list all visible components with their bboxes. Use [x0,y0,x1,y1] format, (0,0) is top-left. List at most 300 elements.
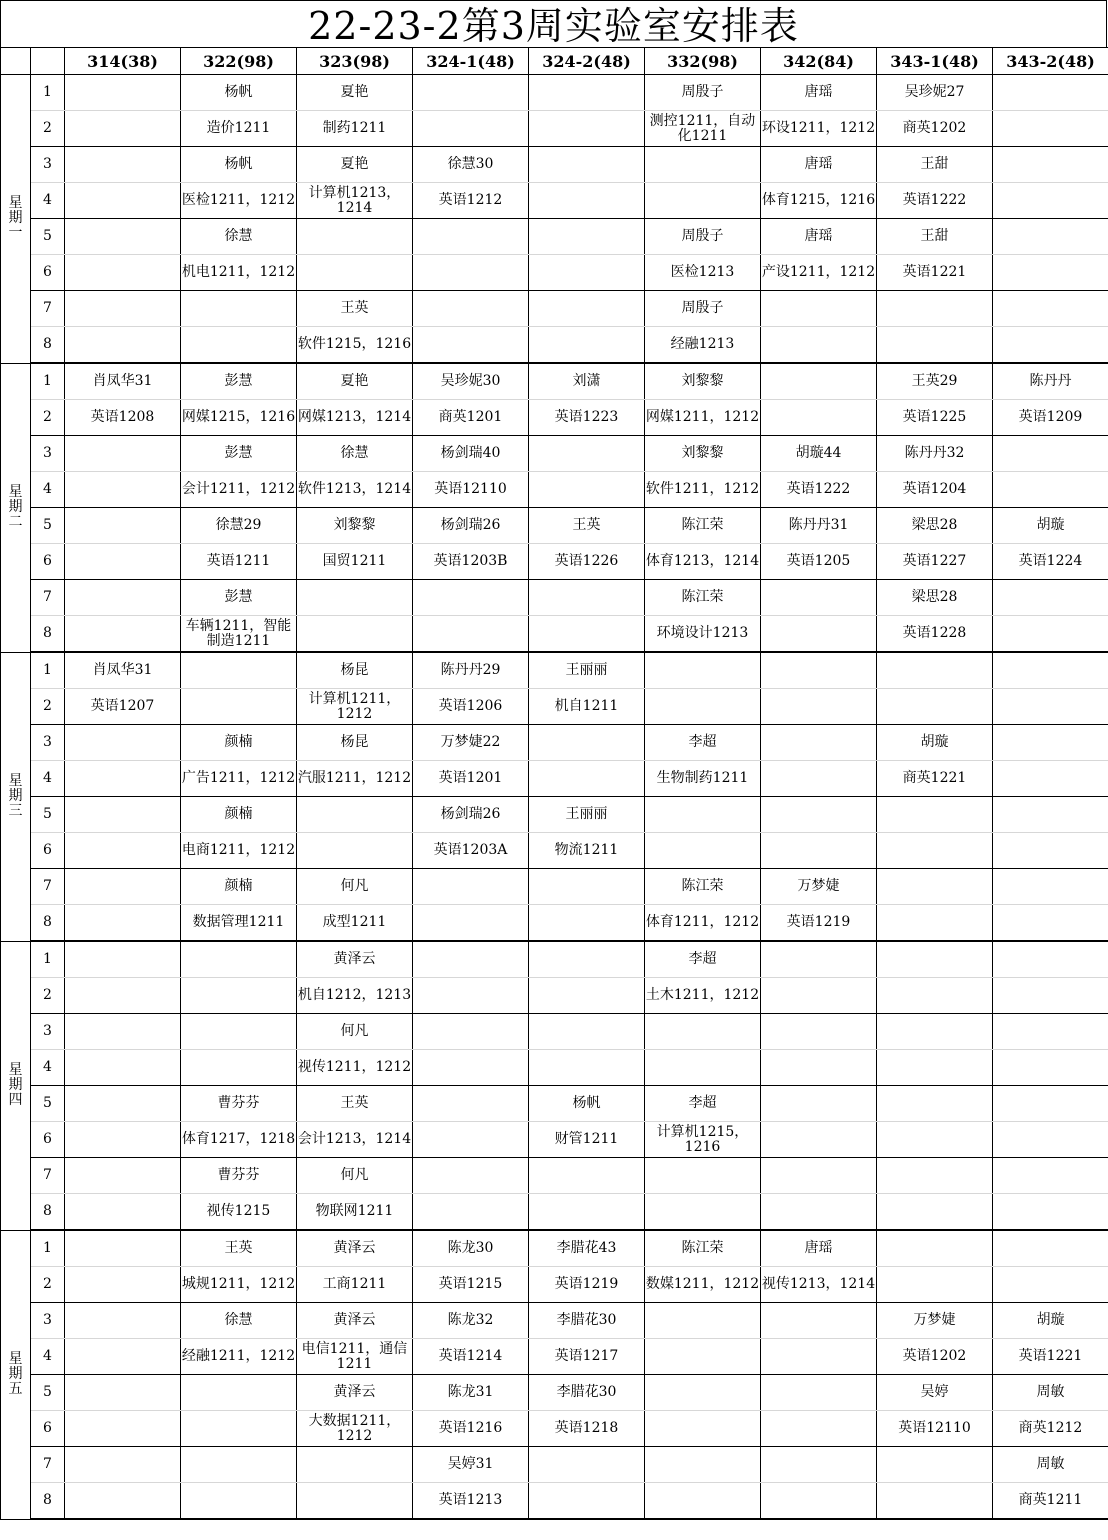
schedule-cell: 英语1201 [413,761,529,797]
schedule-cell: 陈丹丹31 [761,508,877,544]
schedule-cell: 陈龙31 [413,1375,529,1411]
schedule-cell [993,1122,1108,1158]
schedule-cell [761,291,877,327]
day-label [1,941,31,1230]
period-number: 2 [31,978,65,1014]
period-number: 4 [31,472,65,508]
schedule-cell [529,291,645,327]
schedule-cell: 吴婷31 [413,1447,529,1483]
schedule-cell: 王英 [529,508,645,544]
schedule-row [1,183,1108,219]
schedule-cell [761,1303,877,1339]
period-number: 8 [31,1483,65,1520]
period-number: 6 [31,833,65,869]
schedule-row [1,291,1108,327]
schedule-cell [413,1122,529,1158]
schedule-cell: 黄泽云 [297,1230,413,1267]
header-blank-cell [31,48,65,75]
schedule-cell: 陈江荣 [645,869,761,905]
schedule-cell [993,761,1108,797]
schedule-cell: 彭慧 [181,436,297,472]
schedule-row [1,1230,1108,1267]
day-label [1,363,31,652]
period-number: 7 [31,869,65,905]
schedule-row [1,472,1108,508]
schedule-cell [761,400,877,436]
schedule-cell: 英语1218 [529,1411,645,1447]
schedule-cell [877,1050,993,1086]
schedule-cell [761,833,877,869]
schedule-cell: 英语1224 [993,544,1108,580]
schedule-cell [761,1014,877,1050]
schedule-cell [993,941,1108,978]
schedule-cell [297,1483,413,1520]
schedule-cell: 商英1212 [993,1411,1108,1447]
schedule-cell: 徐慧29 [181,508,297,544]
schedule-cell: 王英 [297,1086,413,1122]
schedule-cell [413,1050,529,1086]
schedule-cell: 商英1202 [877,111,993,147]
schedule-cell [993,580,1108,616]
schedule-cell: 英语1209 [993,400,1108,436]
schedule-row [1,1158,1108,1194]
schedule-cell: 徐慧 [297,436,413,472]
period-number: 1 [31,652,65,689]
schedule-cell: 英语1219 [761,905,877,942]
schedule-cell: 曹芬芬 [181,1158,297,1194]
schedule-cell [993,689,1108,725]
schedule-cell: 计算机1213，1214 [297,183,413,219]
schedule-cell: 物联网1211 [297,1194,413,1231]
schedule-row [1,689,1108,725]
schedule-cell [645,1194,761,1231]
schedule-cell [297,255,413,291]
schedule-cell [761,689,877,725]
period-number: 7 [31,1447,65,1483]
schedule-cell [761,616,877,653]
schedule-cell: 梁思28 [877,580,993,616]
schedule-cell [645,1483,761,1520]
schedule-cell: 胡璇 [877,725,993,761]
schedule-cell [761,327,877,364]
schedule-cell [65,1303,181,1339]
schedule-cell [877,1483,993,1520]
schedule-cell [413,1086,529,1122]
schedule-cell: 梁思28 [877,508,993,544]
schedule-cell [413,75,529,111]
schedule-cell: 英语1212 [413,183,529,219]
schedule-cell: 吴婷 [877,1375,993,1411]
period-number: 5 [31,797,65,833]
schedule-cell [65,1339,181,1375]
schedule-cell [65,797,181,833]
schedule-cell [993,1050,1108,1086]
schedule-cell [529,616,645,653]
schedule-cell: 徐慧30 [413,147,529,183]
schedule-cell [529,869,645,905]
schedule-cell: 网媒1215，1216 [181,400,297,436]
schedule-cell: 计算机1215，1216 [645,1122,761,1158]
schedule-cell [993,869,1108,905]
schedule-cell [877,1230,993,1267]
schedule-row [1,544,1108,580]
schedule-cell: 城规1211，1212 [181,1267,297,1303]
schedule-cell [645,797,761,833]
schedule-cell: 陈丹丹 [993,363,1108,400]
schedule-cell: 吴珍妮27 [877,75,993,111]
schedule-cell [877,689,993,725]
schedule-cell [413,255,529,291]
schedule-cell [65,183,181,219]
schedule-cell [877,941,993,978]
schedule-cell: 英语1221 [877,255,993,291]
schedule-cell [65,508,181,544]
schedule-cell [65,1122,181,1158]
schedule-cell [181,941,297,978]
schedule-cell: 造价1211 [181,111,297,147]
schedule-cell: 电信1211，通信1211 [297,1339,413,1375]
schedule-row [1,363,1108,400]
room-header: 342(84) [761,48,877,75]
schedule-cell: 肖凤华31 [65,363,181,400]
schedule-cell: 英语1203B [413,544,529,580]
schedule-cell [65,580,181,616]
schedule-cell: 软件1213，1214 [297,472,413,508]
schedule-cell: 测控1211，自动化1211 [645,111,761,147]
schedule-cell: 颜楠 [181,869,297,905]
schedule-cell [529,183,645,219]
day-label [1,75,31,364]
schedule-cell: 体育1211，1212 [645,905,761,942]
day-label-char: 一 [8,225,23,242]
period-number: 1 [31,941,65,978]
period-number: 3 [31,725,65,761]
schedule-cell [65,761,181,797]
schedule-cell [529,580,645,616]
schedule-cell [413,327,529,364]
period-number: 5 [31,508,65,544]
schedule-cell: 颜楠 [181,725,297,761]
room-header: 332(98) [645,48,761,75]
schedule-cell: 工商1211 [297,1267,413,1303]
schedule-cell [181,652,297,689]
schedule-cell [993,905,1108,942]
schedule-cell [181,978,297,1014]
schedule-cell: 黄泽云 [297,941,413,978]
schedule-cell: 周殷子 [645,75,761,111]
schedule-cell [761,1339,877,1375]
schedule-cell: 刘黎黎 [645,363,761,400]
schedule-cell [761,1194,877,1231]
schedule-row [1,761,1108,797]
day-label-char: 二 [8,514,23,530]
period-number: 6 [31,1411,65,1447]
schedule-cell: 英语12110 [413,472,529,508]
schedule-cell [529,219,645,255]
schedule-cell [529,1158,645,1194]
period-number: 6 [31,255,65,291]
schedule-cell: 陈丹丹29 [413,652,529,689]
schedule-cell: 英语1216 [413,1411,529,1447]
schedule-cell [645,1014,761,1050]
schedule-cell: 英语1213 [413,1483,529,1520]
schedule-cell [529,1194,645,1231]
schedule-row [1,1483,1108,1520]
schedule-cell: 彭慧 [181,363,297,400]
schedule-cell: 英语1222 [761,472,877,508]
schedule-cell: 杨帆 [181,75,297,111]
schedule-cell: 视传1211，1212 [297,1050,413,1086]
schedule-cell: 胡璇 [993,1303,1108,1339]
schedule-cell [761,941,877,978]
header-blank-cell [1,48,31,75]
room-header: 343-1(48) [877,48,993,75]
schedule-cell [529,978,645,1014]
schedule-cell: 周殷子 [645,219,761,255]
schedule-cell [413,616,529,653]
schedule-cell: 英语1228 [877,616,993,653]
period-number: 1 [31,1230,65,1267]
schedule-cell: 陈江荣 [645,508,761,544]
schedule-cell [413,978,529,1014]
schedule-cell: 王英 [181,1230,297,1267]
schedule-cell: 周敏 [993,1447,1108,1483]
schedule-cell: 李腊花30 [529,1303,645,1339]
schedule-row [1,797,1108,833]
schedule-cell: 英语1203A [413,833,529,869]
schedule-cell [65,544,181,580]
schedule-row [1,219,1108,255]
schedule-cell [65,327,181,364]
period-number: 3 [31,1014,65,1050]
schedule-row [1,652,1108,689]
schedule-cell [65,1230,181,1267]
schedule-cell [877,1122,993,1158]
schedule-cell: 杨帆 [181,147,297,183]
schedule-cell: 周敏 [993,1375,1108,1411]
day-label-char: 星 [8,1062,23,1078]
schedule-cell: 陈江荣 [645,1230,761,1267]
schedule-cell [993,1086,1108,1122]
schedule-cell [877,797,993,833]
period-number: 7 [31,1158,65,1194]
schedule-cell [181,1050,297,1086]
period-number: 5 [31,1375,65,1411]
schedule-cell [993,652,1108,689]
schedule-cell [413,869,529,905]
schedule-cell [65,978,181,1014]
schedule-cell [65,1086,181,1122]
schedule-cell [761,761,877,797]
period-number: 3 [31,147,65,183]
day-label-char: 星 [8,484,23,500]
period-number: 5 [31,1086,65,1122]
schedule-cell [65,1447,181,1483]
schedule-row [1,833,1108,869]
schedule-cell: 王甜 [877,219,993,255]
schedule-cell [761,1483,877,1520]
schedule-cell [877,327,993,364]
schedule-cell [877,833,993,869]
schedule-cell: 周殷子 [645,291,761,327]
schedule-cell: 黄泽云 [297,1375,413,1411]
day-label-char: 星 [8,1351,23,1367]
period-number: 8 [31,1194,65,1231]
schedule-cell [761,725,877,761]
room-header: 324-2(48) [529,48,645,75]
schedule-row [1,255,1108,291]
period-number: 8 [31,616,65,653]
schedule-cell [65,219,181,255]
period-number: 1 [31,363,65,400]
schedule-cell: 夏艳 [297,147,413,183]
schedule-cell: 产设1211，1212 [761,255,877,291]
schedule-cell [993,291,1108,327]
schedule-cell [65,436,181,472]
schedule-cell [529,147,645,183]
day-label [1,652,31,941]
schedule-cell [65,941,181,978]
schedule-cell [413,291,529,327]
schedule-cell [877,1158,993,1194]
schedule-cell: 英语1225 [877,400,993,436]
period-number: 7 [31,291,65,327]
schedule-cell [645,1303,761,1339]
schedule-cell: 网媒1213，1214 [297,400,413,436]
schedule-cell [645,147,761,183]
day-label-char: 三 [8,803,23,819]
schedule-cell [65,1050,181,1086]
schedule-cell: 计算机1211，1212 [297,689,413,725]
period-number: 7 [31,580,65,616]
schedule-cell: 徐慧 [181,219,297,255]
schedule-cell: 商英1211 [993,1483,1108,1520]
schedule-row [1,1050,1108,1086]
schedule-cell: 经融1213 [645,327,761,364]
schedule-cell: 机自1211 [529,689,645,725]
schedule-cell [65,833,181,869]
schedule-cell [993,436,1108,472]
schedule-cell [529,1483,645,1520]
schedule-cell [877,1447,993,1483]
period-number: 2 [31,689,65,725]
schedule-cell [645,833,761,869]
schedule-cell [65,472,181,508]
schedule-cell: 李超 [645,725,761,761]
schedule-cell: 唐瑶 [761,1230,877,1267]
schedule-cell: 英语1204 [877,472,993,508]
schedule-cell: 网媒1211，1212 [645,400,761,436]
schedule-cell: 胡璇44 [761,436,877,472]
schedule-cell [993,183,1108,219]
schedule-cell: 土木1211，1212 [645,978,761,1014]
schedule-cell: 王丽丽 [529,652,645,689]
schedule-cell: 何凡 [297,869,413,905]
schedule-cell: 唐瑶 [761,147,877,183]
period-number: 8 [31,905,65,942]
schedule-cell [761,580,877,616]
schedule-cell: 广告1211，1212 [181,761,297,797]
schedule-cell: 环设1211，1212 [761,111,877,147]
schedule-cell: 肖凤华31 [65,652,181,689]
schedule-cell: 制药1211 [297,111,413,147]
schedule-cell: 夏艳 [297,75,413,111]
schedule-cell: 会计1213，1214 [297,1122,413,1158]
schedule-cell [529,327,645,364]
schedule-cell [65,1267,181,1303]
schedule-cell: 英语1208 [65,400,181,436]
schedule-cell: 英语1214 [413,1339,529,1375]
schedule-cell [65,291,181,327]
schedule-cell [993,327,1108,364]
schedule-cell: 体育1213，1214 [645,544,761,580]
schedule-cell [65,725,181,761]
schedule-cell [645,1158,761,1194]
schedule-cell: 李腊花43 [529,1230,645,1267]
schedule-cell: 曹芬芬 [181,1086,297,1122]
schedule-cell [297,1447,413,1483]
schedule-cell [645,652,761,689]
schedule-cell: 王丽丽 [529,797,645,833]
schedule-cell [529,1447,645,1483]
schedule-cell [181,1014,297,1050]
schedule-cell [993,147,1108,183]
schedule-cell [645,1411,761,1447]
schedule-cell [877,1267,993,1303]
period-number: 6 [31,544,65,580]
schedule-cell [65,1014,181,1050]
schedule-cell: 杨剑瑞40 [413,436,529,472]
schedule-cell [65,616,181,653]
schedule-cell: 汽服1211，1212 [297,761,413,797]
schedule-cell: 万梦婕 [877,1303,993,1339]
schedule-cell [529,725,645,761]
schedule-cell: 医检1213 [645,255,761,291]
schedule-cell: 陈龙30 [413,1230,529,1267]
schedule-cell [877,652,993,689]
schedule-cell: 体育1215，1216 [761,183,877,219]
schedule-cell: 英语1221 [993,1339,1108,1375]
period-number: 5 [31,219,65,255]
schedule-cell [877,869,993,905]
schedule-cell: 英语1227 [877,544,993,580]
schedule-cell [877,1194,993,1231]
schedule-cell: 吴珍妮30 [413,363,529,400]
period-number: 4 [31,1339,65,1375]
schedule-cell: 车辆1211，智能制造1211 [181,616,297,653]
schedule-cell [181,1483,297,1520]
schedule-cell [297,797,413,833]
day-label-char: 星 [8,773,23,789]
schedule-cell: 体育1217，1218 [181,1122,297,1158]
schedule-cell: 李超 [645,941,761,978]
schedule-cell [181,689,297,725]
schedule-cell [529,255,645,291]
schedule-row [1,111,1108,147]
schedule-cell [761,1050,877,1086]
schedule-cell [529,941,645,978]
schedule-row [1,400,1108,436]
schedule-cell: 颜楠 [181,797,297,833]
schedule-row [1,1339,1108,1375]
day-label-char: 期 [8,1366,23,1382]
schedule-cell [297,580,413,616]
schedule-cell [877,291,993,327]
schedule-row [1,75,1108,111]
room-header: 323(98) [297,48,413,75]
schedule-cell: 国贸1211 [297,544,413,580]
schedule-cell [529,75,645,111]
